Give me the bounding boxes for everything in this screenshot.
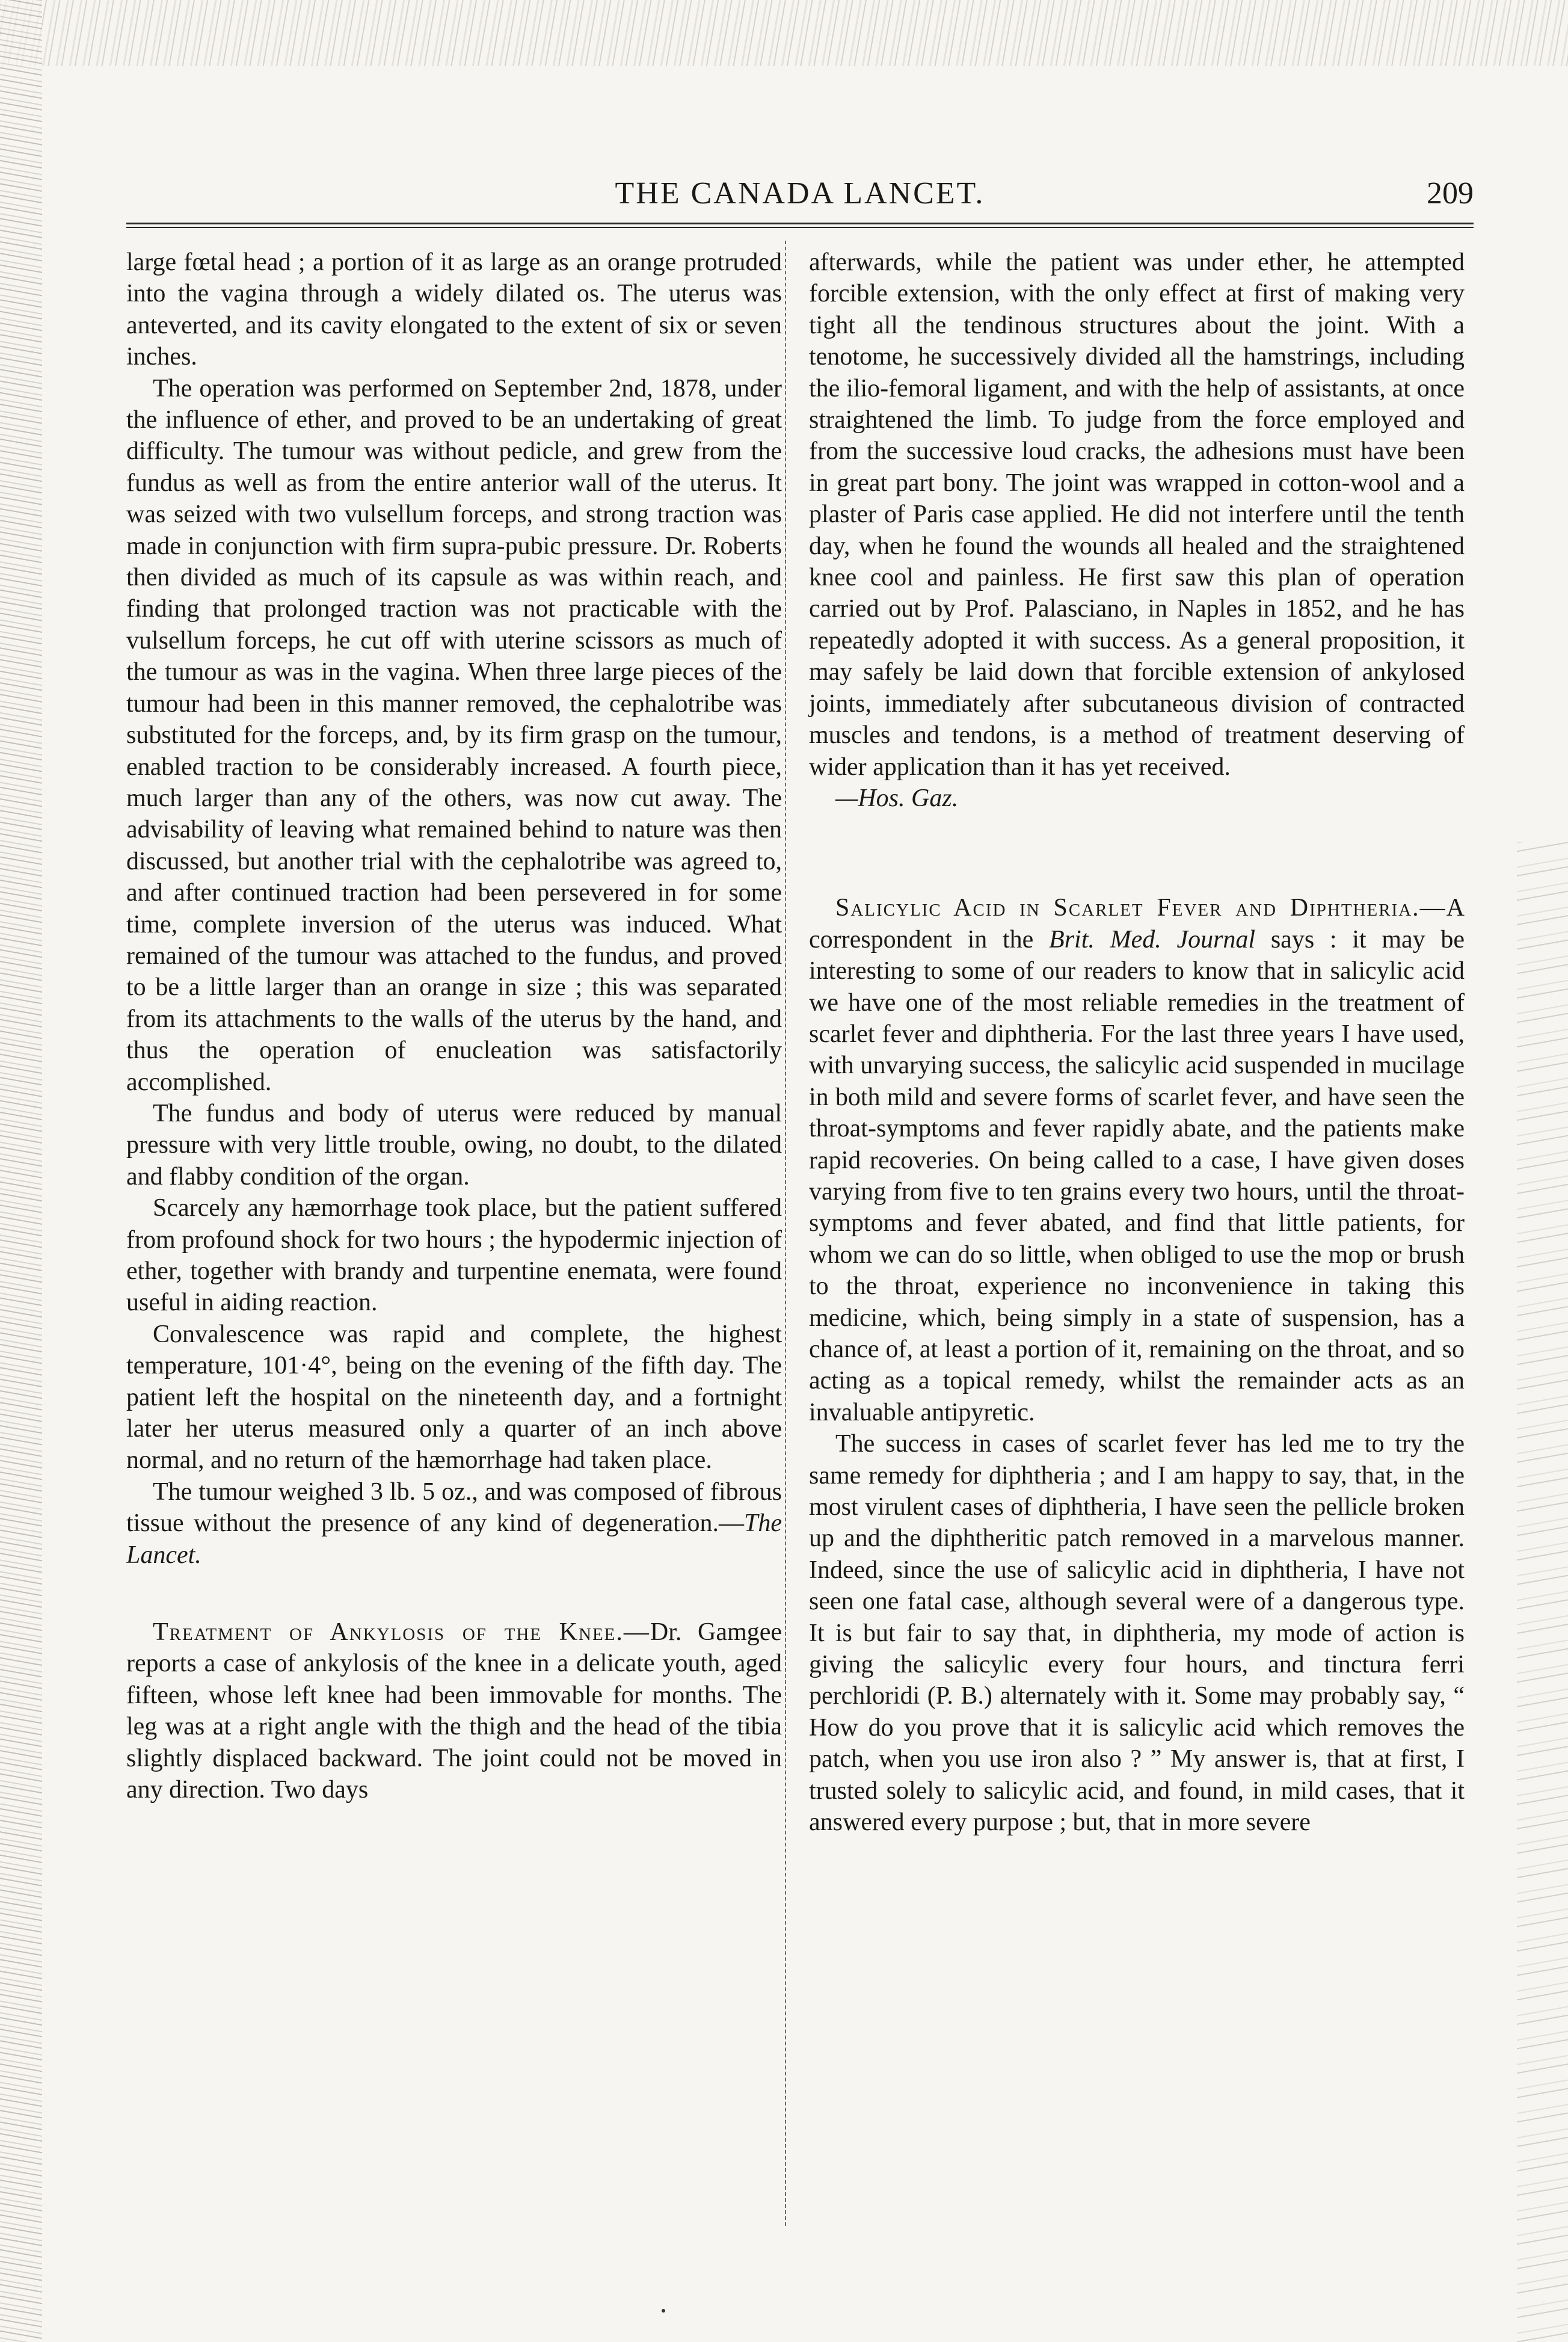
paragraph-text: Dr. Gamgee reports a case of ankylosis of the knee in a delicate youth, aged fifteen, whose left knee had been immovable for months. The leg was at a right angle with the thigh and the head of the tibia slightly displaced backward. The joint could not be moved in any direction. Two days <box>126 1618 782 1804</box>
right-column <box>809 247 1465 1838</box>
article-heading: Treatment of Ankylosis of the Knee.— <box>153 1618 650 1647</box>
paragraph <box>126 1476 782 1571</box>
source-citation: The Lancet. <box>126 1509 782 1569</box>
column-divider <box>785 241 786 2226</box>
paragraph: Scarcely any hæmorrhage took place, but the patient suffered from profound shock for two hours ; the hypodermic injection of ether, together with brandy and turpentine enemata, were found useful in aiding reaction. <box>126 1194 782 1317</box>
paragraph: large fœtal head ; a portion of it as large as an orange protruded into the vagina through a widely dilated os. The uterus was anteverted, and its cavity elongated to the extent of six or seven inches. <box>126 248 782 371</box>
source-citation <box>809 783 1465 814</box>
damaged-right-edge <box>1517 842 1568 2342</box>
section-gap <box>126 1571 782 1616</box>
section-gap <box>809 814 1465 892</box>
header-double-rule <box>126 223 1474 228</box>
journal-name: Brit. Med. Journal <box>1049 925 1256 954</box>
ink-speck <box>662 2309 665 2313</box>
paragraph-text: says : it may be interesting to some of our readers to know that in salicylic acid we have one of the most reliable remedies in the treatment of scarlet fever and diphtheria. For the last three years I have used, with unvarying success, the salicylic acid suspended in mucilage in both mild and severe forms of scarlet fever, and have seen the throat-symptoms and fever rapidly abate, and the patients make rapid recoveries. On being called to a case, I have given doses varying from five to ten grains every two hours, until the throat-symptoms and fever abated, and find that little patients, for whom we can do so little, when obliged to use the mop or brush to the throat, experience no inconvenience in taking this medicine, which, being simply in a state of suspension, has a chance of, at least a portion of it, remaining on the throat, and so acting as a topical remedy, whilst the remainder acts as an invaluable antipyretic. <box>809 925 1465 1426</box>
journal-title: THE CANADA LANCET. <box>615 176 985 211</box>
article-salicylic <box>809 892 1465 1428</box>
page-number: 209 <box>1427 176 1474 211</box>
paragraph-text: The tumour weighed 3 lb. 5 oz., and was composed of fibrous tissue without the presence of any kind of degeneration.— <box>126 1478 782 1538</box>
paragraph: The success in cases of scarlet fever has led me to try the same remedy for diphtheria ; and I am happy to say, that, in the most virulent cases of diphtheria, I have seen the pellicle broken up and the diphtheritic patch removed in a marvelous manner. Indeed, since the use of salicylic acid in diphtheria, I have not seen one fatal case, although several were of a dangerous type. It is but fair to say that, in diphtheria, my mode of action is giving the salicylic every four hours, and tinctura ferri perchloridi (P. B.) alternately with it. Some may probably say, “ How do you prove that it is salicylic acid which removes the patch, when you use iron also ? ” My answer is, that at first, I trusted solely to salicylic acid, and found, in mild cases, that it answered every purpose ; but, that in more severe <box>809 1430 1465 1837</box>
running-head <box>126 176 1474 218</box>
damaged-top-edge <box>0 0 1568 66</box>
article-heading: Salicylic Acid in Scarlet Fever and Diphtheria.— <box>835 894 1447 922</box>
paragraph: The operation was performed on September 2nd, 1878, under the influence of ether, and proved to be an undertaking of great difficulty. The tumour was without pedicle, and grew from the fundus as well as from the entire anterior wall of the uterus. It was seized with two vulsellum forceps, and strong traction was made in conjunction with firm supra-pubic pressure. Dr. Roberts then divided as much of its capsule as was within reach, and finding that prolonged traction was not practicable with the vulsellum forceps, he cut off with uterine scissors as much of the tumour as was in the vagina. When three large pieces of the tumour had been in this manner removed, the cephalotribe was substituted for the forceps, and, by its firm grasp on the tumour, enabled traction to be considerably increased. A fourth piece, much larger than any of the others, was now cut away. The advisability of leaving what remained behind to nature was then discussed, but another trial with the cephalotribe was agreed to, and after continued traction had been persevered in for some time, complete inversion of the uterus was induced. What remained of the tumour was attached to the fundus, and proved to be a little larger than an orange in size ; this was separated from its attachments to the walls of the uterus by the hand, and thus the operation of enucleation was satisfactorily accomplished. <box>126 374 782 1096</box>
article-ankylosis <box>126 1616 782 1805</box>
left-column <box>126 247 782 1806</box>
paragraph: The fundus and body of uterus were reduced by manual pressure with very little trouble, owing, no doubt, to the dilated and flabby condition of the organ. <box>126 1099 782 1191</box>
paragraph-text: A correspondent in the <box>809 894 1465 954</box>
damaged-left-edge <box>0 0 42 2342</box>
paragraph: Convalescence was rapid and complete, the highest temperature, 101·4°, being on the evening of the fifth day. The patient left the hospital on the nineteenth day, and a fortnight later her uterus measured only a quarter of an inch above normal, and no return of the hæmorrhage had taken place. <box>126 1320 782 1475</box>
paragraph: afterwards, while the patient was under ether, he attempted forcible extension, with the only effect at first of making very tight all the tendinous structures about the joint. With a tenotome, he successively divided all the hamstrings, including the ilio-femoral ligament, and with the help of assistants, at once straightened the limb. To judge from the force employed and from the successive loud cracks, the adhesions must have been in great part bony. The joint was wrapped in cotton-wool and a plaster of Paris case applied. He did not interfere until the tenth day, when he found the wounds all healed and the straightened knee cool and painless. He first saw this plan of operation carried out by Prof. Palasciano, in Naples in 1852, and he has repeatedly adopted it with success. As a general proposition, it may safely be laid down that forcible extension of ankylosed joints, immediately after subcutaneous division of contracted muscles and tendons, is a method of treatment deserving of wider application than it has yet received. <box>809 248 1465 781</box>
source-citation-text: —Hos. Gaz. <box>835 784 959 812</box>
